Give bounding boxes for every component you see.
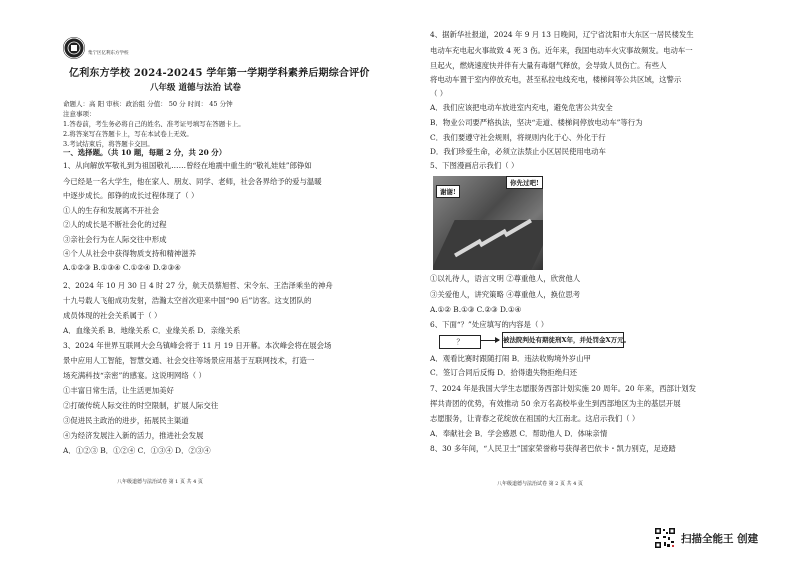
school-name-small: 集宁区亿利东方学校: [88, 51, 129, 56]
question-6-options: C．签订合同后反悔 D．拾得遗失物拒绝归还: [430, 368, 577, 377]
exam-meta: 命题人：高 阳 审核：政治组 分值： 50 分 时间： 45 分钟: [63, 100, 233, 108]
section-heading: 一、选择题。（共 10 题，每题 2 分，共 20 分）: [63, 148, 227, 157]
question-3-option: ④为经济发展注入新的活力，推进社会发展: [63, 431, 204, 440]
question-2-text: 2、2024 年 10 月 30 日 4 时 27 分，航天员蔡旭哲、宋令东、王浩泽乘坐的神舟: [63, 281, 333, 290]
question-1-choices: A.①②③ B.①③④ C.①②④ D.②③④: [63, 263, 181, 272]
question-1-text: 1、从向解放军敬礼到为祖国敬礼……曾经在地震中重生的“敬礼娃娃”郎铮如: [63, 161, 312, 170]
question-1-option: ①人的生存和发展离不开社会: [63, 206, 160, 215]
question-4-text: 旦起火，燃烧速度快并伴有大量有毒烟气释放，会导致人员伤亡。有些人: [430, 61, 667, 70]
question-4-text: 将电动车置于室内停放充电，甚至私拉电线充电，楼梯间等公共区域，这警示: [430, 75, 682, 84]
question-1-option: ②人的成长是不断社会化的过程: [63, 220, 167, 229]
page-footer: 八年级道德与法治试卷 第 2 页 共 4 页: [497, 481, 583, 487]
question-4-text: 4、据新华社报道，2024 年 9 月 13 日晚间，辽宁省沈阳市大东区一居民楼发生: [430, 30, 694, 39]
question-mark-box: ？: [439, 335, 481, 349]
exam-title: 亿利东方学校 2024-20245 学年第一学期学科素养后期综合评价: [69, 68, 370, 79]
question-6-options: A．观看比赛时跟随打闹 B．违法收购境外岁山甲: [430, 354, 591, 363]
question-6-text: 6、下面“？”处应填写的内容是（ ）: [430, 320, 549, 329]
question-5-options: ①以礼待人，语言文明 ②尊重他人，欣赏他人: [430, 274, 581, 283]
question-3-option: ①丰富日常生活，让生活更加美好: [63, 386, 174, 395]
question-7-text: 志愿服务，让青春之花绽放在祖国的大江南北。这启示我们（ ）: [430, 414, 640, 423]
question-7-text: 挥共青团的优势，有效推动 50 余万名高校毕业生到西部地区为主的基层开展: [430, 399, 681, 408]
question-2-text: 十九号载人飞船成功发射，浩瀚太空首次迎来中国“90 后”访客。这支团队的: [63, 296, 312, 305]
exam-subtitle: 八年级 道德与法治 试卷: [150, 83, 241, 93]
arrow-icon: [481, 340, 499, 341]
question-3-option: ②打破传统人际交往的时空限制，扩展人际交往: [63, 401, 219, 410]
question-1-text: 今已经是一名大学生，他在家人、朋友、同学、老师，社会各界给予的爱与温暖: [63, 177, 322, 186]
comic-speech-bubble-left: 谢谢!: [436, 185, 460, 198]
penalty-box: 被法院判处有期徒刑X年，并处罚金X万元。: [502, 332, 624, 348]
question-7-choices: A．奉献社会 B．学会感恩 C．帮助他人 D．体味亲情: [430, 429, 608, 438]
comic-speech-bubble-right: 你先过吧!: [506, 176, 543, 189]
notice-item: 2.将答案写在答题卡上，写在本试卷上无效。: [63, 130, 193, 138]
question-5-text: 5、下图漫画启示我们（ ）: [430, 161, 519, 170]
question-8-text: 8、30 多年间，“人民卫士”国家荣誉称号获得者巴依卡・凯力别克，足迹踏: [430, 444, 676, 453]
question-5-choices: A.①② B.①③ C.②③ D.①④: [430, 305, 522, 314]
question-2-choices: A．血缘关系 B．地缘关系 C．业缘关系 D．亲缘关系: [63, 326, 241, 335]
question-3-text: 3、2024 年世界互联网大会乌镇峰会将于 11 月 19 日开幕。本次峰会将在展会场: [63, 341, 332, 350]
school-logo: [63, 37, 85, 59]
question-4-option: D．我们珍爱生命，必须立法禁止小区居民使用电动车: [430, 147, 606, 156]
question-4-text: 电动车充电起火事故致 4 死 3 伤。近年来，我国电动车火灾事故频发。电动车一: [430, 46, 693, 55]
question-2-text: 成员体现的社会关系属于（ ）: [63, 311, 162, 320]
qr-code-icon: [654, 527, 676, 549]
notice-item: 1.答卷前，考生务必将自己的姓名、准考证号填写在答题卡上。: [63, 120, 245, 128]
question-4-text: （ ）: [430, 89, 448, 98]
question-1-text: 中逐步成长。郎铮的成长过程体现了（ ）: [63, 191, 199, 200]
question-4-option: B．物业公司要严格执法，坚决“走道、楼梯间停放电动车”等行为: [430, 118, 643, 127]
question-1-option: ④个人从社会中获得物质支持和精神滋养: [63, 249, 197, 258]
question-3-option: ③促进民主政治的进步，拓展民主渠道: [63, 416, 189, 425]
scanner-watermark: 扫描全能王 创建: [681, 533, 759, 545]
question-4-option: A．我们应该把电动车放进室内充电，避免危害公共安全: [430, 103, 613, 112]
question-3-text: 场充满科技“亲密”的感宴。这说明网络（ ）: [63, 371, 206, 380]
question-3-choices: A．①②③ B．①②④ C．①③④ D．②③④: [63, 446, 211, 455]
question-4-option: C．我们要遵守社会规则，将规则内化于心、外化于行: [430, 133, 606, 142]
question-3-text: 景中应用人工智能，智慧交通、社会交往等场景应用基于互联网技术，打造一: [63, 356, 315, 365]
question-7-text: 7、2024 年是我国大学生志愿服务西部计划实施 20 周年。20 年来，西部计划发: [430, 384, 697, 393]
notice-heading: 注意事项：: [63, 110, 96, 118]
notice-item: 3.考试结束后，将答题卡交回。: [63, 140, 154, 148]
page-footer: 八年级道德与法治试卷 第 1 页 共 4 页: [117, 479, 203, 485]
question-1-option: ③亲社会行为在人际交往中形成: [63, 235, 167, 244]
question-5-options: ③关爱他人，讲究策略 ④尊重他人，换位思考: [430, 290, 581, 299]
